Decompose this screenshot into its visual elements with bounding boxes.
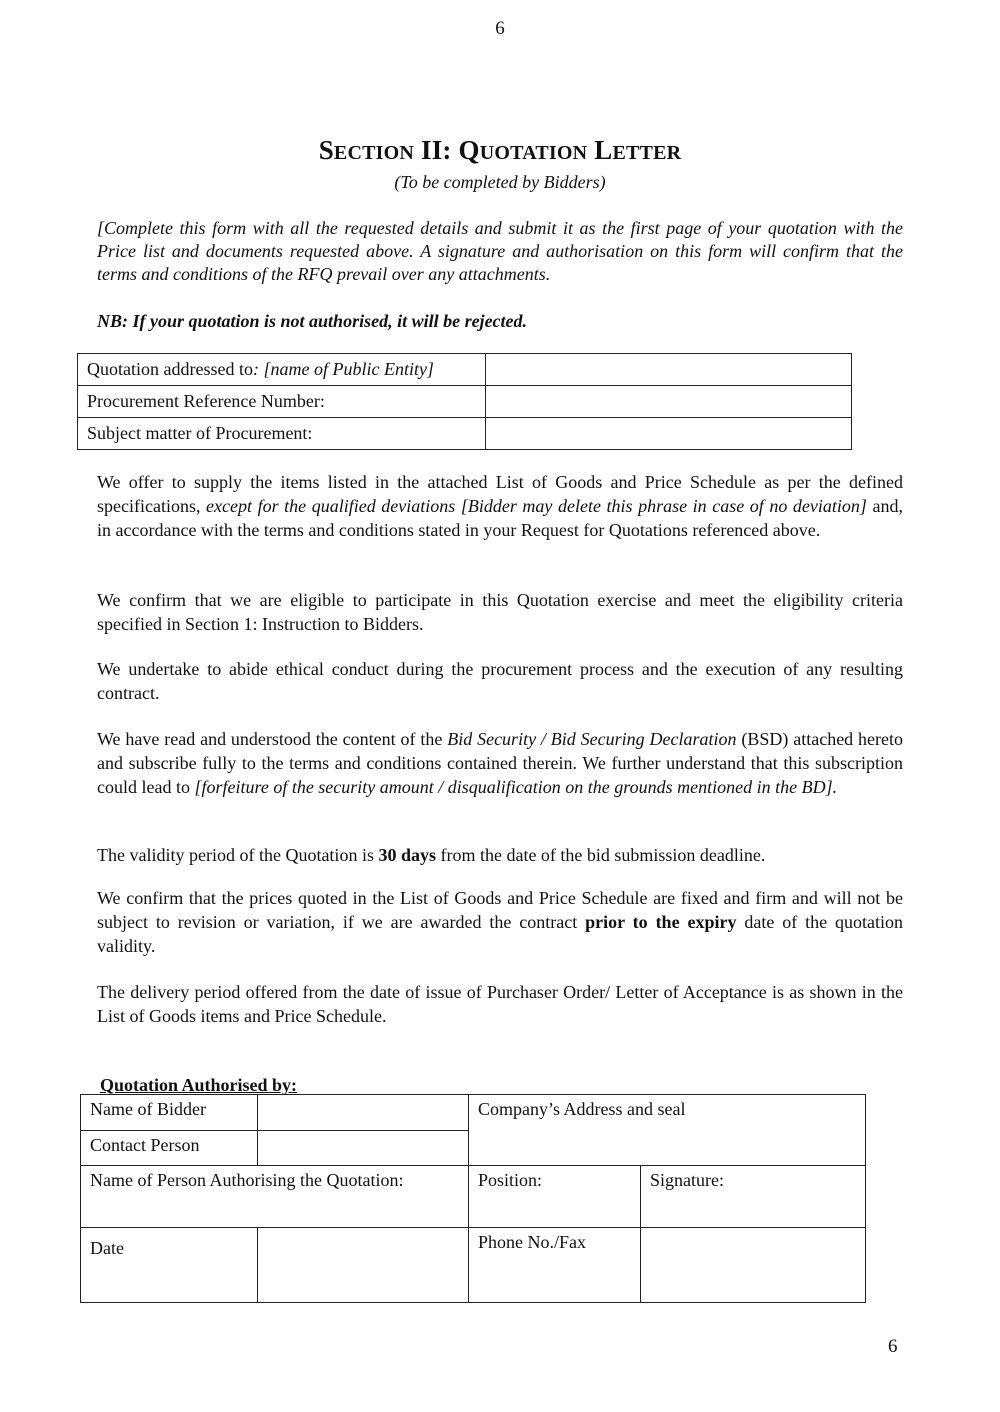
validity-paragraph (97, 843, 903, 867)
addressed-to-label (78, 354, 486, 386)
table-row (78, 386, 852, 418)
subject-matter-label: Subject matter of Procurement: (78, 418, 486, 450)
validity-text-end: from the date of the bid submission deadline. (435, 845, 766, 865)
offer-text: We offer to supply the items listed in the attached List of Goods and Price Schedule as per the defined specifications, (97, 472, 903, 516)
bid-security-forfeiture: [forfeiture of the security amount / disqualification on the grounds mentioned in the BD]. (194, 777, 838, 797)
title-letter-rest: ETTER (612, 142, 682, 164)
title-quotation-rest: UOTATION (479, 142, 588, 164)
authorising-person-label: Name of Person Authorising the Quotation: (90, 1170, 404, 1190)
page-number-bottom: 6 (888, 1336, 898, 1357)
prices-text-end: date of the quotation validity. (97, 912, 903, 956)
validity-text: The validity period of the Quotation is (97, 845, 379, 865)
authorising-person-cell[interactable] (81, 1166, 469, 1228)
signature-cell[interactable] (641, 1166, 866, 1228)
company-address-cell[interactable] (469, 1095, 866, 1166)
prices-text: We confirm that the prices quoted in the List of Goods and Price Schedule are fixed and firm and will not be subject to revision or variation, if we are awarded the contract (97, 888, 903, 932)
date-field[interactable] (258, 1228, 469, 1303)
contact-person-field[interactable] (258, 1131, 469, 1166)
title-roman: II: (420, 135, 452, 165)
bid-security-text: We have read and understood the content of the (97, 729, 448, 749)
name-of-bidder-field[interactable] (258, 1095, 469, 1131)
nb-warning: NB: If your quotation is not authorised, it will be rejected. (97, 311, 528, 331)
offer-deviation-text: except for the qualified deviations [Bidder may delete this phrase in case of no deviation] (206, 496, 867, 516)
page-number-top: 6 (495, 18, 505, 39)
contact-person-label: Contact Person (81, 1131, 258, 1166)
title-letter-cap: L (594, 135, 613, 165)
prices-expiry: prior to the expiry (585, 912, 737, 932)
addressed-to-text: Quotation addressed to (87, 359, 253, 379)
subject-matter-field[interactable] (486, 418, 852, 450)
table-row (78, 418, 852, 450)
reference-number-field[interactable] (486, 386, 852, 418)
title-section-rest: ECTION (333, 142, 415, 164)
date-label: Date (90, 1238, 124, 1258)
authorisation-heading: Quotation Authorised by: (100, 1075, 298, 1095)
table-row (81, 1228, 866, 1303)
quotation-header-table (77, 353, 852, 450)
reference-number-label: Procurement Reference Number: (78, 386, 486, 418)
table-row (78, 354, 852, 386)
prices-paragraph (97, 886, 903, 958)
offer-paragraph (97, 470, 903, 542)
ethics-paragraph: We undertake to abide ethical conduct during the procurement process and the execution of any resulting contract. (97, 659, 903, 703)
signature-label: Signature: (650, 1170, 724, 1190)
authorisation-table (80, 1094, 866, 1303)
addressed-to-placeholder: : [name of Public Entity] (252, 359, 434, 379)
date-label-cell (81, 1228, 258, 1303)
table-row (81, 1166, 866, 1228)
phone-fax-label: Phone No./Fax (469, 1228, 641, 1303)
validity-days: 30 days (378, 845, 436, 865)
name-of-bidder-label: Name of Bidder (81, 1095, 258, 1131)
offer-text-end: and, in accordance with the terms and conditions stated in your Request for Quotations referenced above. (97, 496, 903, 540)
addressed-to-field[interactable] (486, 354, 852, 386)
title-section-cap: S (318, 135, 334, 165)
table-row (81, 1095, 866, 1131)
bid-security-title: Bid Security / Bid Securing Declaration (447, 729, 737, 749)
bid-security-paragraph (97, 727, 903, 799)
position-cell[interactable] (469, 1166, 641, 1228)
position-label: Position: (478, 1170, 543, 1190)
delivery-paragraph: The delivery period offered from the date of issue of Purchaser Order/ Letter of Acceptance is as shown in the List of Goods items and Price Schedule. (97, 982, 903, 1026)
page-subtitle: (To be completed by Bidders) (394, 172, 606, 192)
title-quotation-cap: Q (458, 135, 480, 165)
eligibility-paragraph: We confirm that we are eligible to participate in this Quotation exercise and meet the eligibility criteria specified in Section 1: Instruction to Bidders. (97, 590, 903, 634)
bid-security-text-mid: (BSD) attached hereto and subscribe fully to the terms and conditions contained therein. We further understand that this subscription could lead to (97, 729, 904, 797)
page-title (0, 135, 1000, 166)
phone-fax-field[interactable] (641, 1228, 866, 1303)
instructions-text: [Complete this form with all the requested details and submit it as the first page of your quotation with the Price list and documents requested above. A signature and authorisation on this form will confirm that the terms and conditions of the RFQ prevail over any attachments. (97, 218, 903, 284)
company-address-label: Company’s Address and seal (478, 1099, 686, 1119)
